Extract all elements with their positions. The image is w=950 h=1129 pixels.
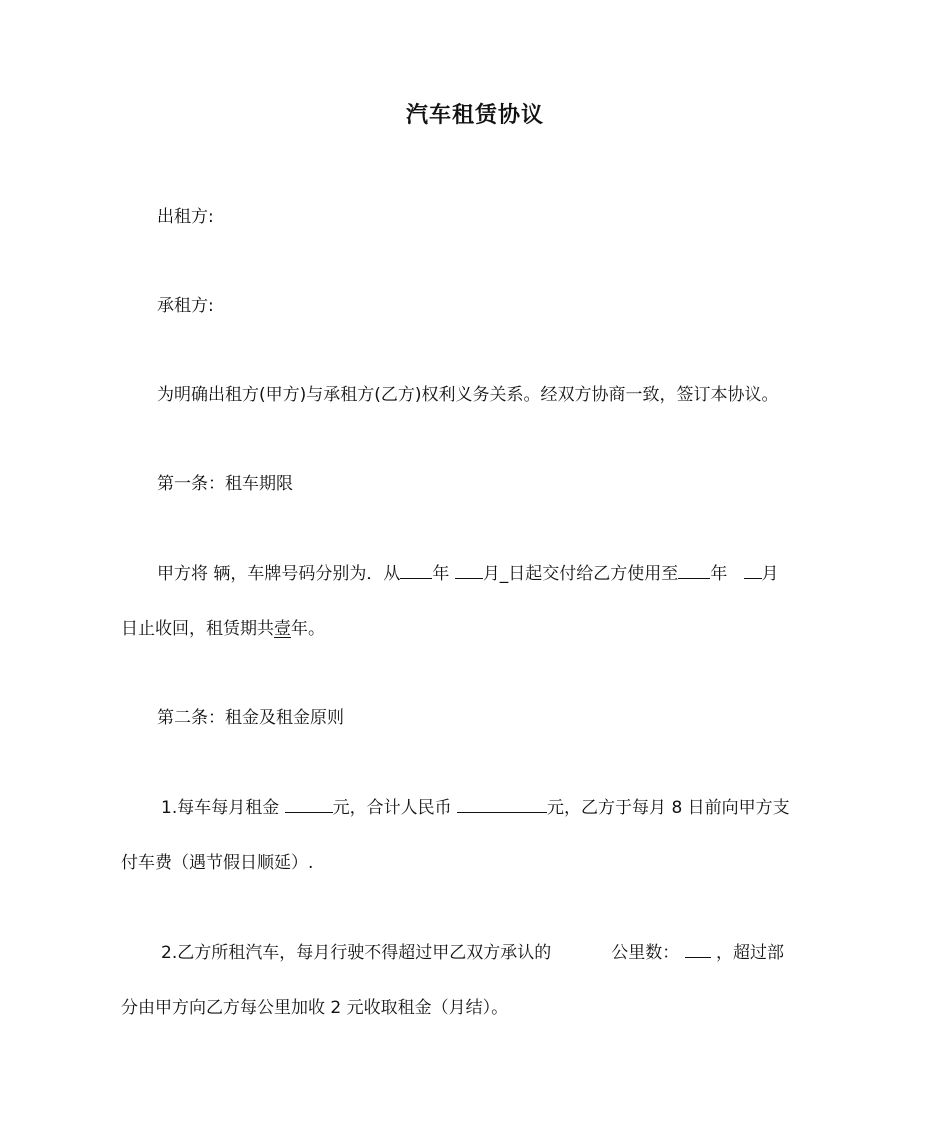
item-1-text-b: 元，合计人民币 (332, 798, 452, 818)
mileage-blank (685, 940, 711, 958)
article-2-heading: 第二条：租金及租金原则 (157, 708, 344, 728)
article-1-heading: 第一条：租车期限 (157, 474, 293, 494)
article-2-item-1-line-1 (161, 795, 790, 820)
total-rmb-blank (457, 795, 547, 813)
article-1-text-e: 月 (761, 564, 779, 584)
article-1-line-1 (157, 561, 779, 586)
article-1-text-g: 年。 (291, 619, 325, 639)
document-title: 汽车租赁协议 (405, 103, 544, 128)
article-1-text-b: 年 (432, 564, 450, 584)
article-2-item-1-line-2: 付车费（遇节假日顺延）. (121, 853, 314, 873)
article-1-text-a: 甲方将 辆，车牌号码分别为．从 (157, 564, 401, 584)
item-1-text-a: 1.每车每月租金 (161, 798, 280, 818)
article-1-text-f: 日止收回，租赁期共 (121, 619, 274, 639)
end-year-blank (678, 561, 710, 579)
monthly-rent-blank (285, 795, 333, 813)
month-blank (455, 561, 483, 579)
end-month-blank (744, 561, 762, 579)
item-2-text-a: 2.乙方所租汽车，每月行驶不得超过甲乙双方承认的 (161, 943, 552, 963)
article-1-text-c: 月_日起交付给乙方使用至 (482, 564, 679, 584)
year-blank (400, 561, 432, 579)
item-1-text-c: 元，乙方于每月 8 日前向甲方支 (547, 798, 790, 818)
article-2-item-2-line-1 (161, 940, 784, 965)
article-2-item-2-line-2: 分由甲方向乙方每公里加收 2 元收取租金（月结）。 (121, 998, 509, 1018)
item-2-text-b: 公里数： (611, 943, 680, 963)
lessor-line: 出租方: (157, 207, 214, 227)
article-1-line-2 (121, 617, 325, 641)
item-2-text-c: ，超过部 (716, 943, 785, 963)
lessee-line: 承租方: (157, 296, 214, 316)
lease-term-value: 壹 (274, 619, 291, 639)
article-1-text-d: 年 (710, 564, 728, 584)
preamble-paragraph: 为明确出租方(甲方)与承租方(乙方)权利义务关系。经双方协商一致，签订本协议。 (157, 385, 779, 405)
